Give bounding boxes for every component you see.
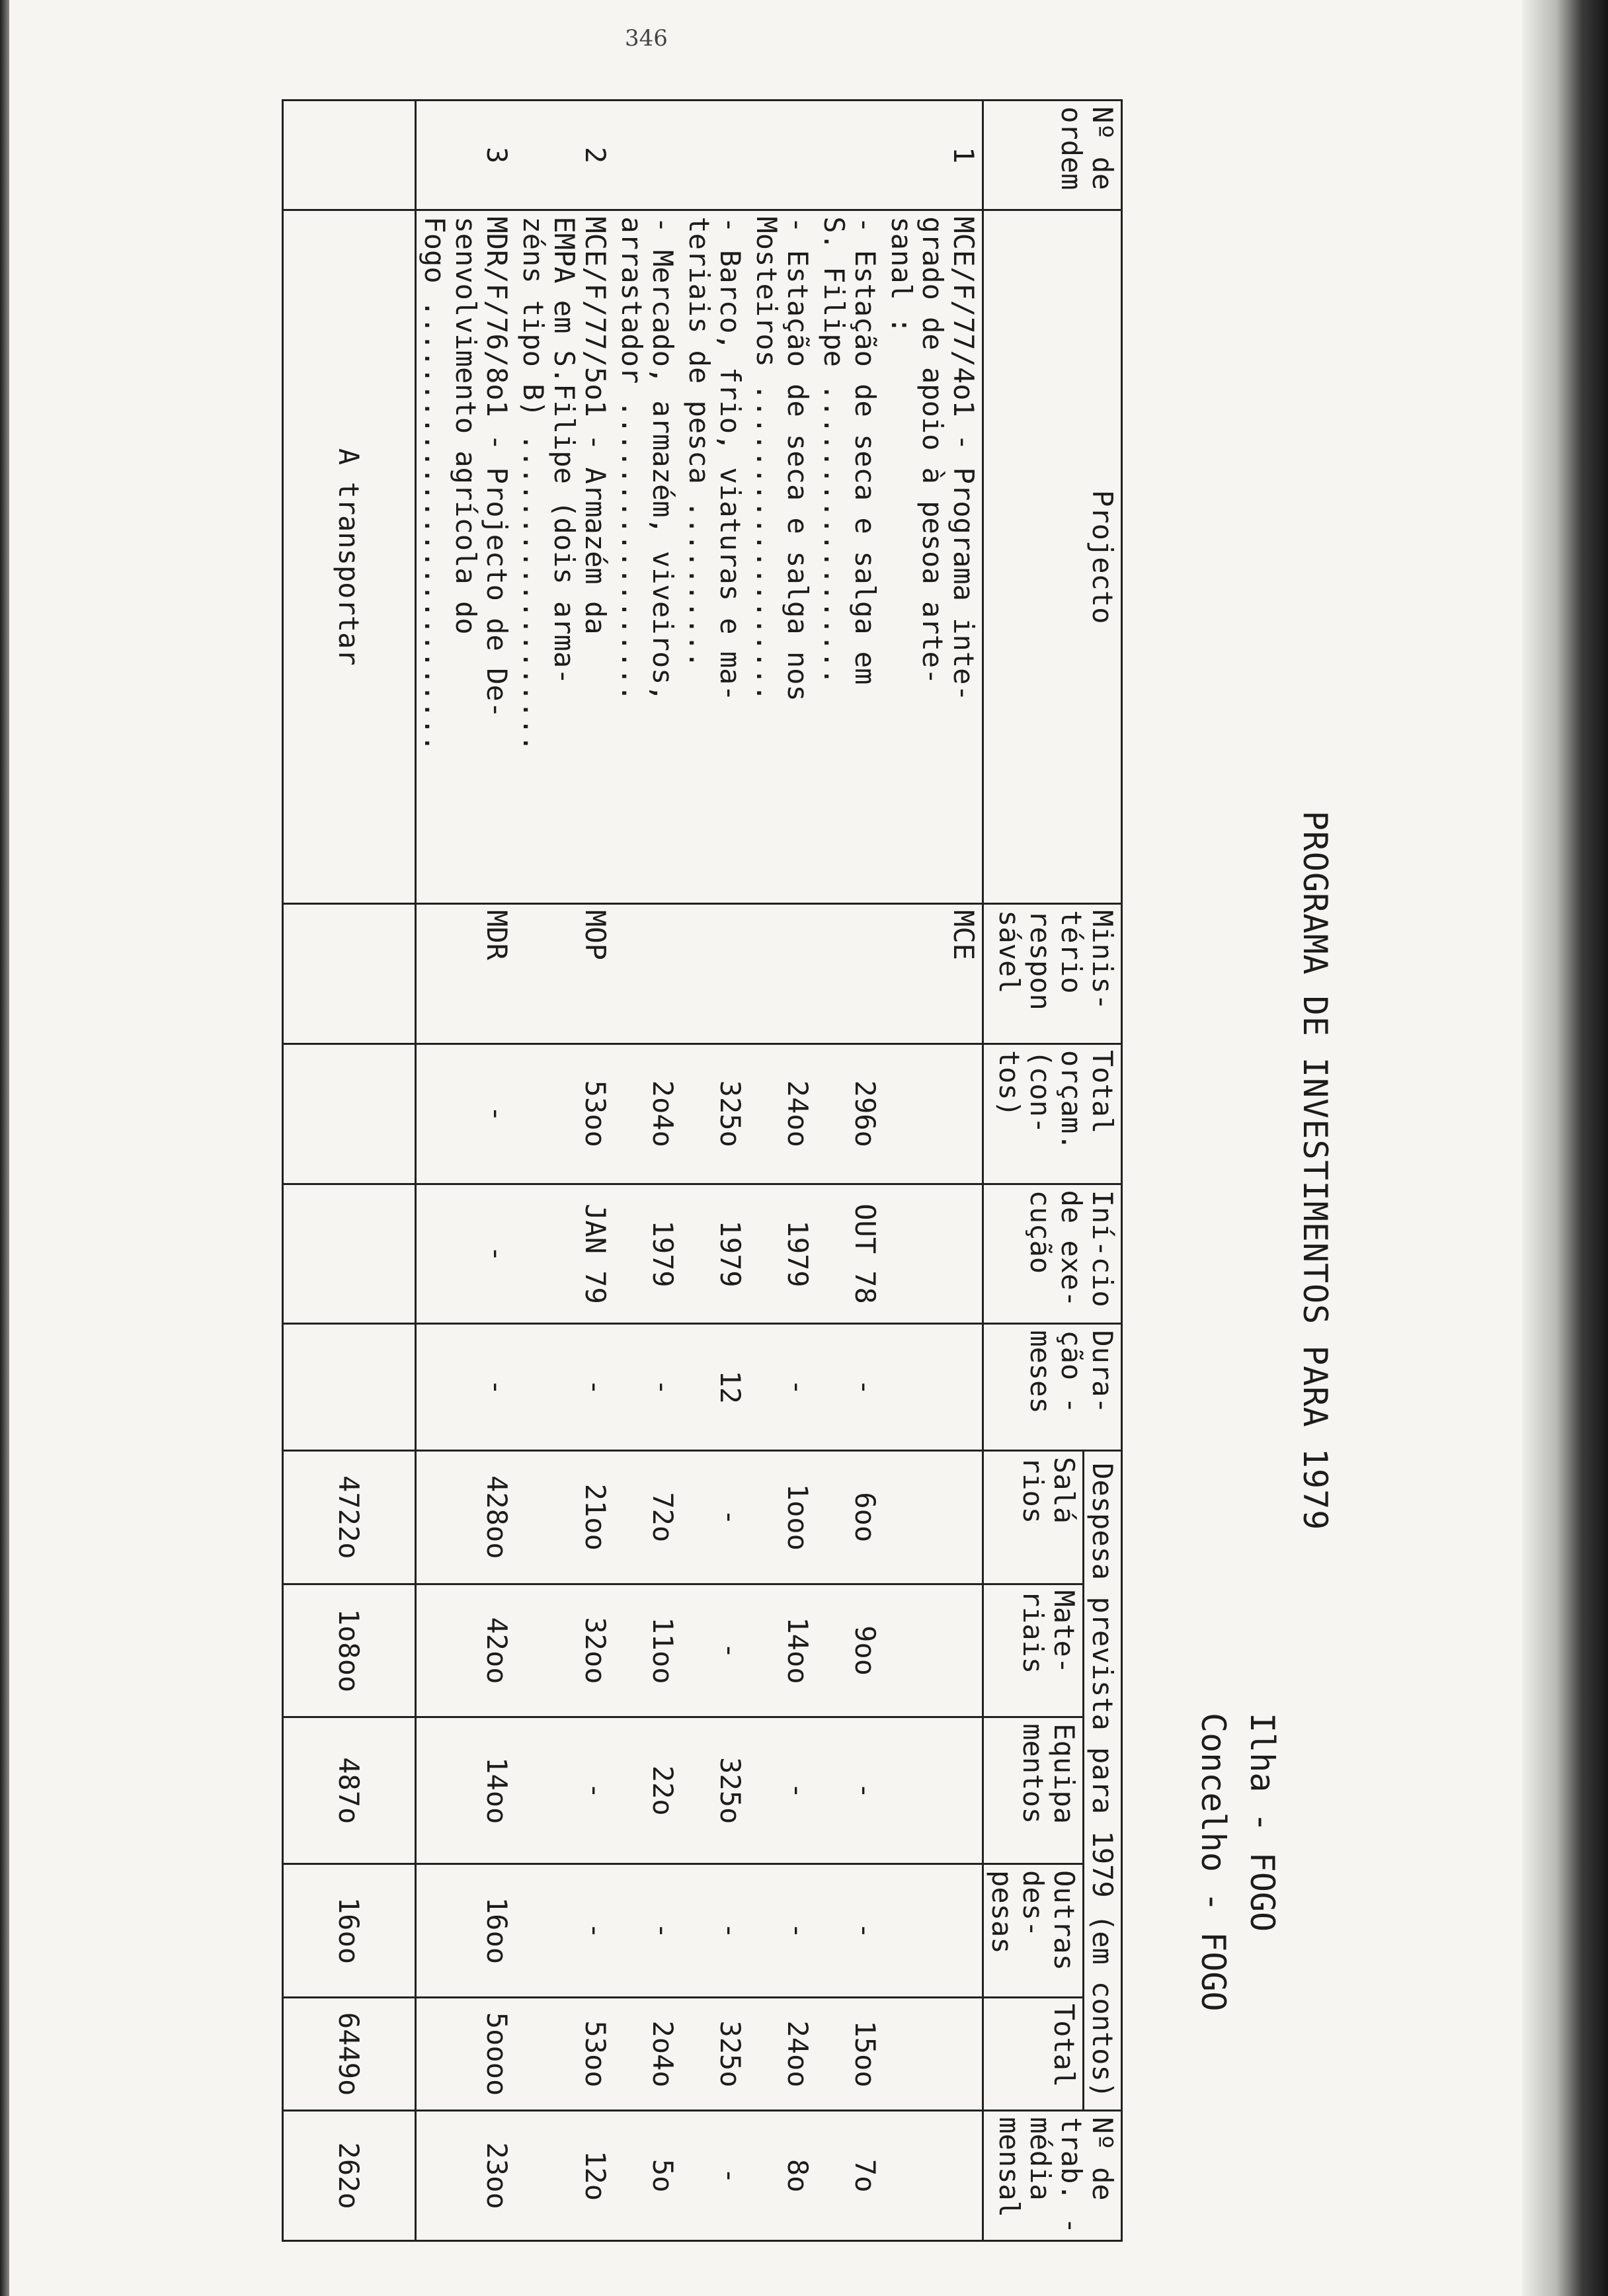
cell-projecto: - Estação de seca e salga nos Mosteiros ................... <box>748 210 816 904</box>
cell-total-orcamento: 24oo <box>748 1044 816 1184</box>
header-outras: Outras des-pesas <box>983 1864 1084 1998</box>
cell-ordem <box>748 101 816 210</box>
cell-total-orcamento: 325o <box>681 1044 748 1184</box>
rotated-document <box>263 99 1400 2242</box>
cell-inicio <box>883 1184 983 1324</box>
cell-duracao <box>883 1324 983 1451</box>
carry-salarios: 4722o <box>283 1450 416 1584</box>
cell-duracao: - <box>515 1324 614 1451</box>
cell-projecto: MCE/F/77/5o1 - Armazém da EMPA em S.Filipe (dois arma- zéns tipo B) ................... <box>515 210 614 904</box>
header-trabalhadores: Nº de trab. -média mensal <box>983 2111 1122 2241</box>
header-projecto: Projecto <box>983 210 1122 904</box>
table-row <box>614 101 681 2241</box>
cell-projecto: - Estação de seca e salga em S. Filipe .................. <box>816 210 883 904</box>
table-row <box>816 101 883 2241</box>
cell-ministerio <box>681 904 748 1044</box>
cell-salarios: 428oo <box>416 1450 516 1584</box>
cell-total-orcamento <box>883 1044 983 1184</box>
concelho-label: Concelho - FOGO <box>1194 1713 1232 2012</box>
document-title: PROGRAMA DE INVESTIMENTOS PARA 1979 <box>1296 810 1334 1531</box>
cell-inicio: OUT 78 <box>816 1184 883 1324</box>
cell-total: 53oo <box>515 1997 614 2110</box>
cell-total: 325o <box>681 1997 748 2110</box>
header-ordem: Nº de ordem <box>983 101 1122 210</box>
cell-salarios: 21oo <box>515 1450 614 1584</box>
cell-ordem <box>614 101 681 210</box>
cell-ministerio: MOP <box>515 904 614 1044</box>
cell-outras: - <box>614 1864 681 1998</box>
cell-ministerio: MCE <box>883 904 983 1044</box>
cell-ministerio <box>283 904 416 1044</box>
cell-inicio: 1979 <box>748 1184 816 1324</box>
table-row <box>416 101 516 2241</box>
cell-duracao: - <box>614 1324 681 1451</box>
table-row <box>515 101 614 2241</box>
cell-outras: - <box>681 1864 748 1998</box>
cell-projecto: MDR/F/76/8o1 - Projecto de De- senvolvimento agrícola do Fogo ........................... <box>416 210 516 904</box>
cell-materiais: 11oo <box>614 1584 681 1717</box>
cell-total-orcamento: 296o <box>816 1044 883 1184</box>
header-despesa-prevista: Despesa prevista para 1979 (em contos) <box>1084 1450 1122 2110</box>
cell-duracao: 12 <box>681 1324 748 1451</box>
cell-trabalhadores: - <box>681 2111 748 2241</box>
carry-equipamentos: 487o <box>283 1717 416 1864</box>
island-label: Ilha - FOGO <box>1243 1713 1281 1932</box>
header-inicio: Iní-cio de exe-cução <box>983 1184 1122 1324</box>
cell-salarios: 72o <box>614 1450 681 1584</box>
cell-ordem <box>816 101 883 210</box>
cell-duracao: - <box>816 1324 883 1451</box>
header-duracao: Dura-ção -meses <box>983 1324 1122 1451</box>
cell-equipamentos: 22o <box>614 1717 681 1864</box>
cell-inicio: JAN 79 <box>515 1184 614 1324</box>
cell-equipamentos: 14oo <box>416 1717 516 1864</box>
cell-trabalhadores: 8o <box>748 2111 816 2241</box>
cell-total: 2o4o <box>614 1997 681 2110</box>
cell-duracao <box>283 1324 416 1451</box>
carry-materiais: 1o8oo <box>283 1584 416 1717</box>
cell-materiais: 14oo <box>748 1584 816 1717</box>
cell-ordem: 3 <box>416 101 516 210</box>
cell-salarios: 1ooo <box>748 1450 816 1584</box>
header-ministerio: Minis-tério respon sável <box>983 904 1122 1044</box>
header-total-orcamento: Total orçam. (con-tos) <box>983 1044 1122 1184</box>
header-materiais: Mate-riais <box>983 1584 1084 1717</box>
cell-projecto: - Mercado, armazém, viveiros, arrastador .................. <box>614 210 681 904</box>
cell-total-orcamento <box>283 1044 416 1184</box>
cell-inicio: - <box>416 1184 516 1324</box>
cell-ministerio <box>816 904 883 1044</box>
cell-trabalhadores <box>883 2111 983 2241</box>
cell-salarios: 6oo <box>816 1450 883 1584</box>
cell-total-orcamento: 53oo <box>515 1044 614 1184</box>
cell-outras: - <box>816 1864 883 1998</box>
table-row <box>681 101 748 2241</box>
cell-salarios <box>883 1450 983 1584</box>
cell-ministerio <box>748 904 816 1044</box>
cell-equipamentos: - <box>515 1717 614 1864</box>
cell-inicio: 1979 <box>614 1184 681 1324</box>
cell-equipamentos <box>883 1717 983 1864</box>
cell-outras: 16oo <box>416 1864 516 1998</box>
cell-total: 24oo <box>748 1997 816 2110</box>
cell-total-orcamento: - <box>416 1044 516 1184</box>
cell-materiais: 9oo <box>816 1584 883 1717</box>
cell-ordem: 1 <box>883 101 983 210</box>
cell-total: 15oo <box>816 1997 883 2110</box>
cell-ministerio: MDR <box>416 904 516 1044</box>
carry-forward-label: A transportar <box>283 210 416 904</box>
scan-binding-shadow <box>1522 0 1608 2296</box>
cell-outras: - <box>748 1864 816 1998</box>
cell-trabalhadores: 12o <box>515 2111 614 2241</box>
cell-duracao: - <box>748 1324 816 1451</box>
cell-trabalhadores: 7o <box>816 2111 883 2241</box>
cell-equipamentos: - <box>816 1717 883 1864</box>
cell-equipamentos: - <box>748 1717 816 1864</box>
cell-ordem <box>283 101 416 210</box>
cell-total-orcamento: 2o4o <box>614 1044 681 1184</box>
cell-materiais: - <box>681 1584 748 1717</box>
carry-outras: 16oo <box>283 1864 416 1998</box>
cell-outras <box>883 1864 983 1998</box>
cell-duracao: - <box>416 1324 516 1451</box>
cell-ministerio <box>614 904 681 1044</box>
cell-total <box>883 1997 983 2110</box>
header-total: Total <box>983 1997 1084 2110</box>
carry-forward-row <box>283 101 416 2241</box>
cell-projecto: - Barco, frio, viaturas e ma- teriais de pesca .......... <box>681 210 748 904</box>
cell-inicio: 1979 <box>681 1184 748 1324</box>
carry-total: 6449o <box>283 1997 416 2110</box>
cell-trabalhadores: 5o <box>614 2111 681 2241</box>
cell-equipamentos: 325o <box>681 1717 748 1864</box>
cell-materiais: 42oo <box>416 1584 516 1717</box>
cell-inicio <box>283 1184 416 1324</box>
page-number: 346 <box>625 25 668 52</box>
scan-left-edge <box>0 0 9 2296</box>
header-equipamentos: Equipa mentos <box>983 1717 1084 1864</box>
investment-table <box>282 99 1123 2242</box>
cell-outras: - <box>515 1864 614 1998</box>
cell-projecto: MCE/F/77/4o1 - Programa inte- grado de apoio à pesoa arte- sanal : <box>883 210 983 904</box>
table-body <box>283 101 983 2241</box>
cell-total: 5oooo <box>416 1997 516 2110</box>
cell-materiais <box>883 1584 983 1717</box>
table-row <box>883 101 983 2241</box>
cell-salarios: - <box>681 1450 748 1584</box>
cell-ordem: 2 <box>515 101 614 210</box>
header-salarios: Salá rios <box>983 1450 1084 1584</box>
cell-trabalhadores: 23oo <box>416 2111 516 2241</box>
cell-materiais: 32oo <box>515 1584 614 1717</box>
table-row <box>748 101 816 2241</box>
carry-trabalhadores: 262o <box>283 2111 416 2241</box>
cell-ordem <box>681 101 748 210</box>
